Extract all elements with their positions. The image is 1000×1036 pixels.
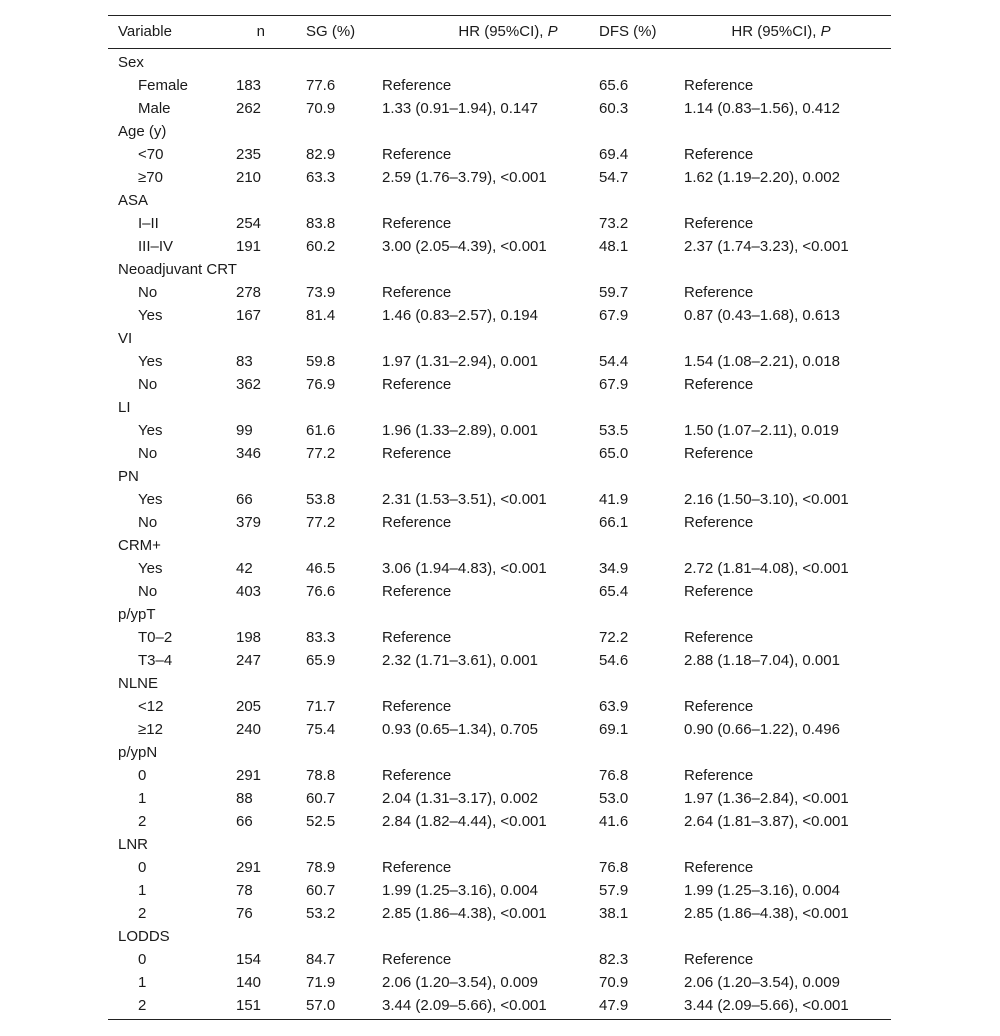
table-row xyxy=(108,994,891,1019)
row-label: <70 xyxy=(138,146,164,163)
row-dfs: 65.6 xyxy=(599,77,629,94)
row-hr-sg: Reference xyxy=(382,445,452,462)
row-sg: 71.9 xyxy=(306,974,336,991)
row-label: 2 xyxy=(138,813,147,830)
row-label: ≥12 xyxy=(138,721,163,738)
row-sg: 59.8 xyxy=(306,353,336,370)
row-label: <12 xyxy=(138,698,164,715)
row-sg: 71.7 xyxy=(306,698,336,715)
table-row xyxy=(108,971,891,994)
row-label: Yes xyxy=(138,560,163,577)
group-row xyxy=(108,189,891,212)
group-row xyxy=(108,396,891,419)
group-row xyxy=(108,603,891,626)
row-hr-dfs: Reference xyxy=(684,629,754,646)
group-label: p/ypT xyxy=(118,606,156,623)
row-n: 191 xyxy=(236,238,262,255)
row-hr-sg: Reference xyxy=(382,376,452,393)
row-hr-dfs: 2.37 (1.74–3.23), <0.001 xyxy=(684,238,849,255)
row-dfs: 65.0 xyxy=(599,445,629,462)
row-hr-dfs: 2.06 (1.20–3.54), 0.009 xyxy=(684,974,840,991)
table-row xyxy=(108,373,891,396)
row-hr-sg: 3.06 (1.94–4.83), <0.001 xyxy=(382,560,547,577)
table-row xyxy=(108,281,891,304)
table-row xyxy=(108,787,891,810)
row-dfs: 76.8 xyxy=(599,767,629,784)
row-label: 2 xyxy=(138,905,147,922)
table-row xyxy=(108,810,891,833)
row-label: Yes xyxy=(138,491,163,508)
row-n: 151 xyxy=(236,997,262,1014)
row-sg: 78.9 xyxy=(306,859,336,876)
header-sg: SG (%) xyxy=(306,23,356,40)
row-label: 1 xyxy=(138,882,147,899)
row-n: 140 xyxy=(236,974,262,991)
row-label: No xyxy=(138,376,158,393)
row-hr-dfs: 2.88 (1.18–7.04), 0.001 xyxy=(684,652,840,669)
header-n: n xyxy=(256,23,265,40)
row-hr-sg: 2.04 (1.31–3.17), 0.002 xyxy=(382,790,538,807)
row-hr-sg: 1.99 (1.25–3.16), 0.004 xyxy=(382,882,538,899)
row-label: No xyxy=(138,514,158,531)
row-sg: 61.6 xyxy=(306,422,336,439)
row-hr-sg: 3.00 (2.05–4.39), <0.001 xyxy=(382,238,547,255)
row-dfs: 38.1 xyxy=(599,905,629,922)
row-sg: 76.6 xyxy=(306,583,336,600)
table-row xyxy=(108,626,891,649)
group-label: NLNE xyxy=(118,675,159,692)
row-dfs: 69.1 xyxy=(599,721,629,738)
group-row xyxy=(108,833,891,856)
table-row xyxy=(108,143,891,166)
group-label: LODDS xyxy=(118,928,170,945)
row-hr-dfs: 1.54 (1.08–2.21), 0.018 xyxy=(684,353,840,370)
group-row xyxy=(108,327,891,350)
row-hr-dfs: Reference xyxy=(684,859,754,876)
row-label: Male xyxy=(138,100,171,117)
header-dfs: DFS (%) xyxy=(599,23,657,40)
row-n: 78 xyxy=(236,882,253,899)
row-dfs: 66.1 xyxy=(599,514,629,531)
row-hr-dfs: 1.99 (1.25–3.16), 0.004 xyxy=(684,882,840,899)
row-hr-sg: 1.97 (1.31–2.94), 0.001 xyxy=(382,353,538,370)
group-row xyxy=(108,465,891,488)
row-sg: 81.4 xyxy=(306,307,336,324)
row-hr-dfs: Reference xyxy=(684,376,754,393)
table-row xyxy=(108,695,891,718)
row-sg: 46.5 xyxy=(306,560,336,577)
survival-table xyxy=(108,15,891,1020)
row-hr-dfs: 1.14 (0.83–1.56), 0.412 xyxy=(684,100,840,117)
table-row xyxy=(108,511,891,534)
table-row xyxy=(108,304,891,327)
row-hr-dfs: 2.64 (1.81–3.87), <0.001 xyxy=(684,813,849,830)
row-label: Yes xyxy=(138,422,163,439)
table-row xyxy=(108,350,891,373)
row-n: 42 xyxy=(236,560,253,577)
row-hr-sg: Reference xyxy=(382,146,452,163)
table-row xyxy=(108,649,891,672)
row-hr-dfs: 1.97 (1.36–2.84), <0.001 xyxy=(684,790,849,807)
row-sg: 57.0 xyxy=(306,997,336,1014)
row-sg: 82.9 xyxy=(306,146,336,163)
row-n: 235 xyxy=(236,146,262,163)
row-label: Yes xyxy=(138,353,163,370)
row-dfs: 67.9 xyxy=(599,307,629,324)
row-dfs: 41.6 xyxy=(599,813,629,830)
row-n: 278 xyxy=(236,284,262,301)
row-hr-sg: 2.06 (1.20–3.54), 0.009 xyxy=(382,974,538,991)
row-hr-dfs: Reference xyxy=(684,445,754,462)
row-n: 205 xyxy=(236,698,262,715)
row-hr-sg: 2.31 (1.53–3.51), <0.001 xyxy=(382,491,547,508)
group-label: Sex xyxy=(118,54,144,71)
row-hr-sg: 1.46 (0.83–2.57), 0.194 xyxy=(382,307,538,324)
row-label: 1 xyxy=(138,790,147,807)
row-hr-dfs: Reference xyxy=(684,951,754,968)
row-n: 183 xyxy=(236,77,262,94)
table-row xyxy=(108,856,891,879)
row-hr-sg: Reference xyxy=(382,859,452,876)
row-dfs: 59.7 xyxy=(599,284,629,301)
row-sg: 60.7 xyxy=(306,790,336,807)
row-n: 379 xyxy=(236,514,262,531)
table-row xyxy=(108,557,891,580)
row-sg: 77.6 xyxy=(306,77,336,94)
row-label: 0 xyxy=(138,767,147,784)
row-hr-dfs: Reference xyxy=(684,767,754,784)
row-dfs: 53.0 xyxy=(599,790,629,807)
group-row xyxy=(108,672,891,695)
row-sg: 53.8 xyxy=(306,491,336,508)
row-hr-sg: Reference xyxy=(382,514,452,531)
row-n: 247 xyxy=(236,652,262,669)
row-hr-dfs: 3.44 (2.09–5.66), <0.001 xyxy=(684,997,849,1014)
row-sg: 84.7 xyxy=(306,951,336,968)
group-row xyxy=(108,534,891,557)
group-label: p/ypN xyxy=(118,744,158,761)
row-n: 210 xyxy=(236,169,262,186)
row-n: 262 xyxy=(236,100,262,117)
row-n: 240 xyxy=(236,721,262,738)
table-row xyxy=(108,212,891,235)
row-n: 76 xyxy=(236,905,253,922)
row-n: 198 xyxy=(236,629,262,646)
row-hr-sg: 0.93 (0.65–1.34), 0.705 xyxy=(382,721,538,738)
header-hr-sg-p: P xyxy=(547,23,558,40)
row-hr-dfs: Reference xyxy=(684,77,754,94)
group-row xyxy=(108,741,891,764)
row-hr-dfs: 0.87 (0.43–1.68), 0.613 xyxy=(684,307,840,324)
row-label: 0 xyxy=(138,859,147,876)
table-row xyxy=(108,718,891,741)
table-header-row xyxy=(108,16,891,49)
row-hr-dfs: 0.90 (0.66–1.22), 0.496 xyxy=(684,721,840,738)
row-sg: 73.9 xyxy=(306,284,336,301)
row-label: No xyxy=(138,284,158,301)
row-n: 88 xyxy=(236,790,253,807)
row-n: 66 xyxy=(236,491,253,508)
row-dfs: 47.9 xyxy=(599,997,629,1014)
row-dfs: 72.2 xyxy=(599,629,629,646)
table-body xyxy=(108,51,891,1019)
row-label: Yes xyxy=(138,307,163,324)
row-dfs: 54.4 xyxy=(599,353,629,370)
row-dfs: 48.1 xyxy=(599,238,629,255)
row-sg: 75.4 xyxy=(306,721,336,738)
row-n: 66 xyxy=(236,813,253,830)
row-label: I–II xyxy=(138,215,159,232)
row-label: No xyxy=(138,583,158,600)
row-label: Female xyxy=(138,77,189,94)
table-row xyxy=(108,235,891,258)
row-sg: 63.3 xyxy=(306,169,336,186)
row-sg: 76.9 xyxy=(306,376,336,393)
table-row xyxy=(108,902,891,925)
row-label: T3–4 xyxy=(138,652,173,669)
group-row xyxy=(108,925,891,948)
row-label: ≥70 xyxy=(138,169,163,186)
row-dfs: 53.5 xyxy=(599,422,629,439)
row-dfs: 54.7 xyxy=(599,169,629,186)
row-n: 291 xyxy=(236,859,262,876)
group-row xyxy=(108,258,891,281)
row-hr-sg: 2.85 (1.86–4.38), <0.001 xyxy=(382,905,547,922)
group-label: VI xyxy=(118,330,133,347)
group-row xyxy=(108,51,891,74)
row-hr-sg: Reference xyxy=(382,698,452,715)
row-hr-sg: 2.84 (1.82–4.44), <0.001 xyxy=(382,813,547,830)
row-hr-dfs: 1.50 (1.07–2.11), 0.019 xyxy=(684,422,839,439)
row-hr-sg: Reference xyxy=(382,77,452,94)
row-hr-dfs: Reference xyxy=(684,215,754,232)
header-hr-dfs-text: HR (95%CI), xyxy=(731,23,821,40)
row-dfs: 67.9 xyxy=(599,376,629,393)
row-sg: 60.7 xyxy=(306,882,336,899)
row-n: 83 xyxy=(236,353,253,370)
row-hr-sg: Reference xyxy=(382,583,452,600)
table-row xyxy=(108,948,891,971)
row-hr-sg: Reference xyxy=(382,284,452,301)
group-label: Neoadjuvant CRT xyxy=(118,261,237,278)
row-dfs: 76.8 xyxy=(599,859,629,876)
row-dfs: 82.3 xyxy=(599,951,629,968)
table-row xyxy=(108,419,891,442)
row-sg: 77.2 xyxy=(306,445,336,462)
row-dfs: 54.6 xyxy=(599,652,629,669)
table-row xyxy=(108,166,891,189)
row-hr-sg: 2.59 (1.76–3.79), <0.001 xyxy=(382,169,547,186)
row-hr-sg: Reference xyxy=(382,767,452,784)
group-label: LI xyxy=(118,399,131,416)
header-variable: Variable xyxy=(118,23,172,40)
row-hr-dfs: Reference xyxy=(684,284,754,301)
table-row xyxy=(108,879,891,902)
row-sg: 70.9 xyxy=(306,100,336,117)
row-dfs: 73.2 xyxy=(599,215,629,232)
row-dfs: 34.9 xyxy=(599,560,629,577)
row-hr-sg: 1.96 (1.33–2.89), 0.001 xyxy=(382,422,538,439)
row-n: 167 xyxy=(236,307,262,324)
row-hr-dfs: Reference xyxy=(684,583,754,600)
group-label: ASA xyxy=(118,192,149,209)
row-dfs: 60.3 xyxy=(599,100,629,117)
row-hr-dfs: Reference xyxy=(684,146,754,163)
row-dfs: 70.9 xyxy=(599,974,629,991)
row-hr-dfs: 2.16 (1.50–3.10), <0.001 xyxy=(684,491,849,508)
row-n: 346 xyxy=(236,445,262,462)
row-hr-dfs: Reference xyxy=(684,514,754,531)
row-n: 154 xyxy=(236,951,262,968)
header-hr-dfs-p: P xyxy=(820,23,831,40)
row-n: 403 xyxy=(236,583,262,600)
table-row xyxy=(108,74,891,97)
row-hr-sg: Reference xyxy=(382,215,452,232)
row-label: T0–2 xyxy=(138,629,173,646)
row-hr-sg: Reference xyxy=(382,629,452,646)
table-row xyxy=(108,764,891,787)
row-hr-dfs: 1.62 (1.19–2.20), 0.002 xyxy=(684,169,840,186)
header-hr-sg-text: HR (95%CI), xyxy=(458,23,548,40)
row-dfs: 41.9 xyxy=(599,491,629,508)
row-sg: 65.9 xyxy=(306,652,336,669)
row-dfs: 65.4 xyxy=(599,583,629,600)
row-dfs: 69.4 xyxy=(599,146,629,163)
row-n: 362 xyxy=(236,376,262,393)
row-label: III–IV xyxy=(138,238,174,255)
row-label: 1 xyxy=(138,974,147,991)
row-sg: 83.3 xyxy=(306,629,336,646)
row-label: 2 xyxy=(138,997,147,1014)
row-n: 254 xyxy=(236,215,262,232)
row-hr-dfs: 2.85 (1.86–4.38), <0.001 xyxy=(684,905,849,922)
row-label: 0 xyxy=(138,951,147,968)
row-sg: 78.8 xyxy=(306,767,336,784)
row-sg: 60.2 xyxy=(306,238,336,255)
group-label: PN xyxy=(118,468,139,485)
row-sg: 83.8 xyxy=(306,215,336,232)
group-label: LNR xyxy=(118,836,149,853)
table-row xyxy=(108,580,891,603)
row-sg: 52.5 xyxy=(306,813,336,830)
row-hr-sg: Reference xyxy=(382,951,452,968)
row-hr-sg: 1.33 (0.91–1.94), 0.147 xyxy=(382,100,538,117)
group-label: Age (y) xyxy=(118,123,167,140)
row-hr-dfs: Reference xyxy=(684,698,754,715)
header-hr-dfs xyxy=(631,16,931,48)
row-sg: 77.2 xyxy=(306,514,336,531)
row-sg: 53.2 xyxy=(306,905,336,922)
table-row xyxy=(108,442,891,465)
row-hr-dfs: 2.72 (1.81–4.08), <0.001 xyxy=(684,560,849,577)
group-label: CRM+ xyxy=(118,537,161,554)
row-hr-sg: 3.44 (2.09–5.66), <0.001 xyxy=(382,997,547,1014)
group-row xyxy=(108,120,891,143)
row-dfs: 63.9 xyxy=(599,698,629,715)
row-n: 99 xyxy=(236,422,253,439)
row-dfs: 57.9 xyxy=(599,882,629,899)
row-hr-sg: 2.32 (1.71–3.61), 0.001 xyxy=(382,652,538,669)
row-n: 291 xyxy=(236,767,262,784)
table-row xyxy=(108,488,891,511)
row-label: No xyxy=(138,445,158,462)
table-row xyxy=(108,97,891,120)
